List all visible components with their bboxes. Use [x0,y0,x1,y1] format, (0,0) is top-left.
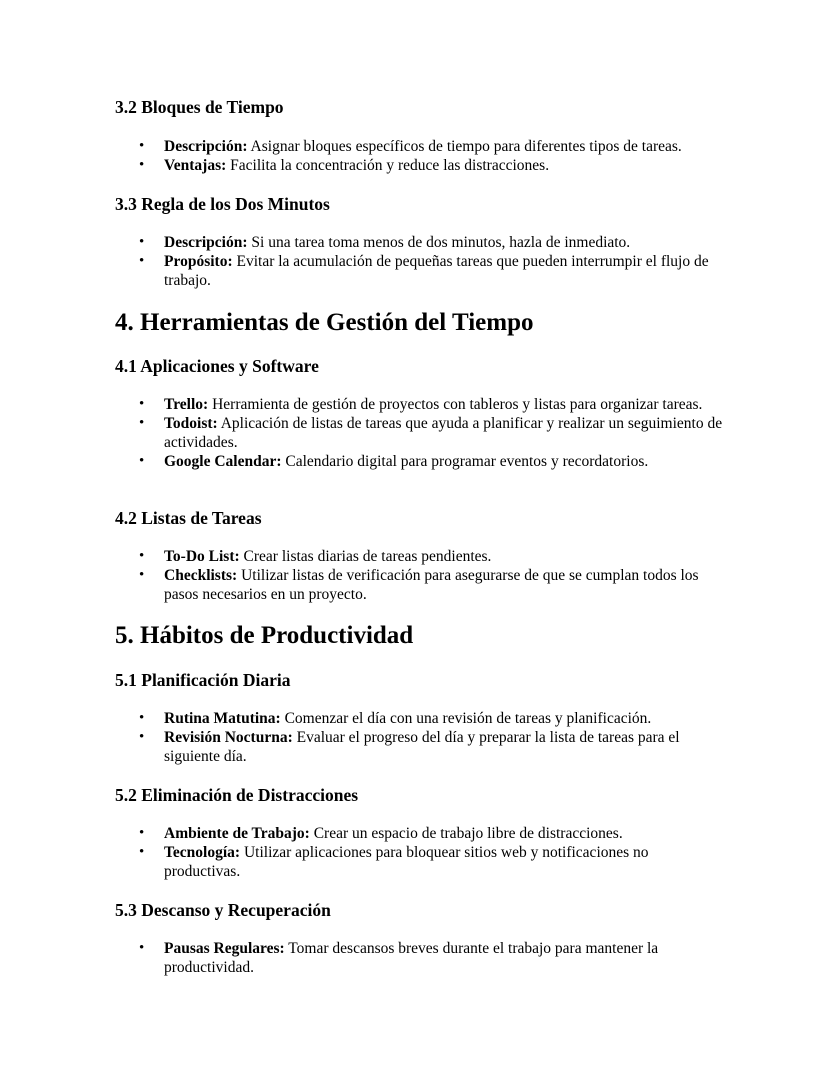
list-item [0,452,724,471]
bullet-icon: • [139,453,145,469]
item-label: Propósito: [164,253,233,270]
list-item [0,395,724,414]
item-text: Utilizar aplicaciones para bloquear sitios web y notificaciones no productivas. [164,844,649,880]
item-text: Comenzar el día con una revisión de tareas y planificación. [280,710,652,727]
chapter-heading-4: 4. Herramientas de Gestión del Tiempo [115,309,534,336]
list-item [0,939,724,977]
item-text: Evaluar el progreso del día y preparar la lista de tareas para el siguiente día. [164,729,680,765]
list-item [0,137,724,156]
list-item [0,414,724,452]
list-item [0,566,724,604]
bullet-icon: • [139,415,145,431]
item-text: Facilita la concentración y reduce las distracciones. [226,157,550,174]
item-text: Asignar bloques específicos de tiempo para diferentes tipos de tareas. [247,138,682,155]
item-text: Aplicación de listas de tareas que ayuda a planificar y realizar un seguimiento de actividades. [164,415,723,451]
list-item [0,709,724,728]
item-label: Rutina Matutina: [164,710,281,727]
item-label: Google Calendar: [164,453,282,470]
item-label: Pausas Regulares: [164,940,285,957]
item-text: Crear un espacio de trabajo libre de distracciones. [309,825,623,842]
list-item [0,824,724,843]
item-label: Trello: [164,396,209,413]
bullet-icon: • [139,548,145,564]
item-text: Utilizar listas de verificación para asegurarse de que se cumplan todos los pasos necesarios en un proyecto. [164,567,699,603]
bullet-list-5-2 [0,824,828,881]
bullet-list-4-1 [0,395,828,471]
item-label: Tecnología: [164,844,241,861]
bullet-icon: • [139,844,145,860]
item-text: Evitar la acumulación de pequeñas tareas que pueden interrumpir el flujo de trabajo. [164,253,709,289]
bullet-list-5-3 [0,939,828,977]
list-item [0,252,724,290]
item-label: Ventajas: [164,157,227,174]
bullet-icon: • [139,710,145,726]
item-text: Calendario digital para programar eventos y recordatorios. [281,453,649,470]
section-heading-3-3: 3.3 Regla de los Dos Minutos [115,194,330,214]
bullet-icon: • [139,396,145,412]
item-label: Checklists: [164,567,238,584]
bullet-icon: • [139,157,145,173]
section-heading-4-2: 4.2 Listas de Tareas [115,508,262,528]
bullet-list-4-2 [0,547,828,604]
bullet-list-5-1 [0,709,828,766]
item-label: To-Do List: [164,548,240,565]
list-item [0,156,724,175]
section-heading-5-3: 5.3 Descanso y Recuperación [115,900,331,920]
bullet-icon: • [139,729,145,745]
bullet-icon: • [139,138,145,154]
item-label: Descripción: [164,234,248,251]
bullet-icon: • [139,253,145,269]
list-item [0,233,724,252]
item-label: Todoist: [164,415,218,432]
item-text: Tomar descansos breves durante el trabajo para mantener la productividad. [164,940,659,976]
item-text: Si una tarea toma menos de dos minutos, hazla de inmediato. [247,234,631,251]
chapter-heading-5: 5. Hábitos de Productividad [115,622,414,649]
section-heading-4-1: 4.1 Aplicaciones y Software [115,356,319,376]
list-item [0,843,724,881]
item-text: Herramienta de gestión de proyectos con tableros y listas para organizar tareas. [208,396,703,413]
section-heading-3-2: 3.2 Bloques de Tiempo [115,97,284,117]
bullet-icon: • [139,825,145,841]
section-heading-5-1: 5.1 Planificación Diaria [115,670,291,690]
list-item [0,547,724,566]
list-item [0,728,724,766]
bullet-list-3-3 [0,233,828,290]
bullet-list-3-2 [0,137,828,175]
section-heading-5-2: 5.2 Eliminación de Distracciones [115,785,359,805]
item-label: Descripción: [164,138,248,155]
bullet-icon: • [139,567,145,583]
bullet-icon: • [139,234,145,250]
bullet-icon: • [139,940,145,956]
item-text: Crear listas diarias de tareas pendientes. [239,548,492,565]
item-label: Revisión Nocturna: [164,729,293,746]
item-label: Ambiente de Trabajo: [164,825,310,842]
